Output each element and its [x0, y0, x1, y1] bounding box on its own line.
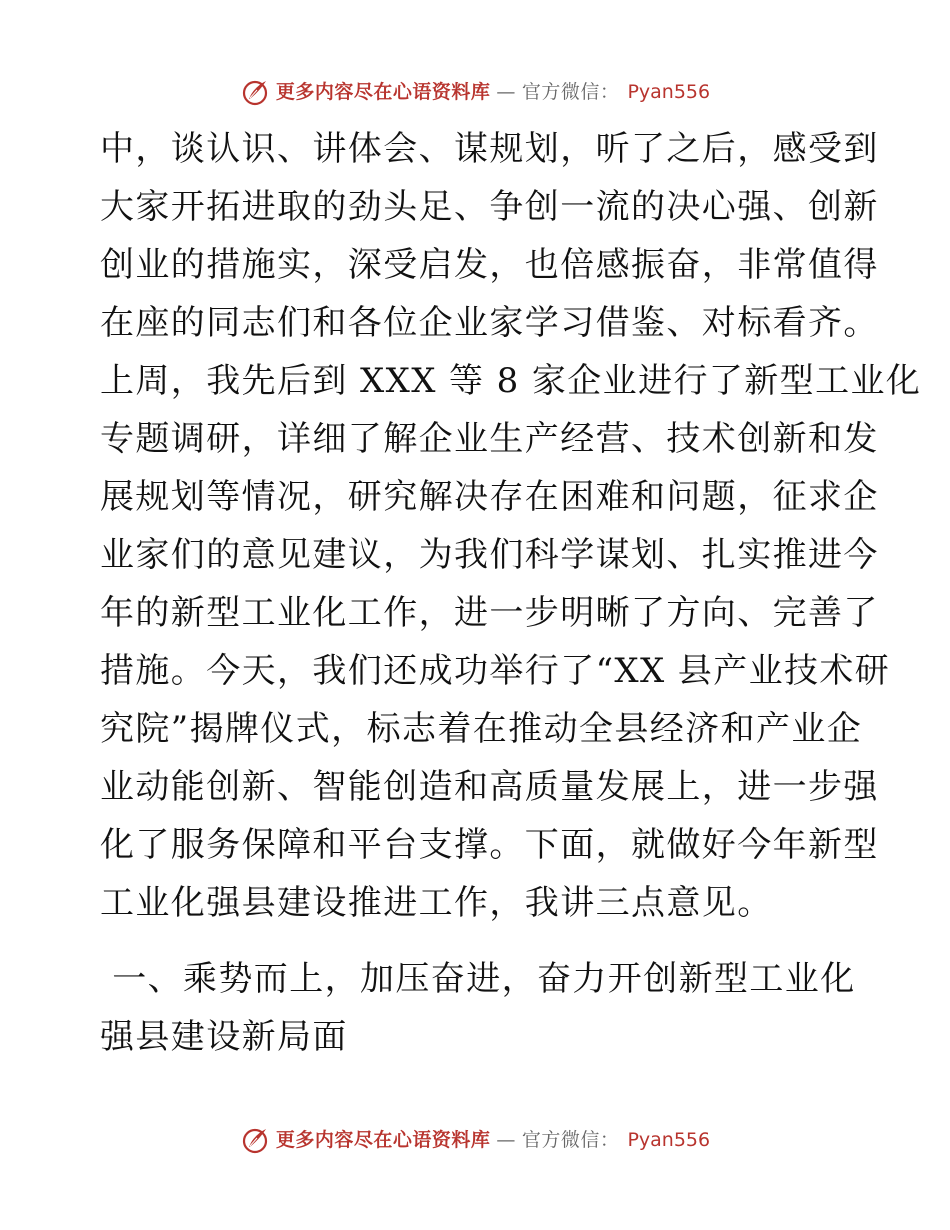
body-line: 化了服务保障和平台支撑。下面，就做好今年新型	[100, 825, 879, 865]
body-line: 究院”揭牌仪式，标志着在推动全县经济和产业企	[100, 709, 863, 749]
body-line: 年的新型工业化工作，进一步明晰了方向、完善了	[100, 593, 879, 633]
body-line: 上周，我先后到 XXX 等 8 家企业进行了新型工业化	[100, 361, 922, 401]
watermark-label: 官方微信：	[521, 80, 620, 103]
watermark-brand: 更多内容尽在心语资料库	[275, 80, 491, 103]
body-line: 大家开拓进取的劲头足、争创一流的决心强、创新	[100, 187, 879, 227]
body-line: 业家们的意见建议，为我们科学谋划、扎实推进今	[100, 535, 879, 575]
body-line: 专题调研，详细了解企业生产经营、技术创新和发	[100, 419, 879, 459]
feather-quill-circle-icon	[240, 77, 270, 107]
watermark-separator: —	[496, 80, 516, 103]
body-line: 工业化强县建设推进工作，我讲三点意见。	[100, 883, 773, 923]
watermark-label: 官方微信：	[521, 1128, 620, 1151]
watermark-separator: —	[496, 1128, 516, 1151]
body-line: 创业的措施实，深受启发，也倍感振奋，非常值得	[100, 245, 879, 285]
watermark-brand: 更多内容尽在心语资料库	[275, 1128, 491, 1151]
section-heading	[100, 950, 855, 1066]
body-line: 展规划等情况，研究解决存在困难和问题，征求企	[100, 477, 879, 517]
body-line: 措施。今天，我们还成功举行了“XX 县产业技术研	[100, 651, 891, 691]
body-line: 业动能创新、智能创造和高质量发展上，进一步强	[100, 767, 879, 807]
header-watermark	[0, 72, 950, 112]
body-paragraph	[100, 120, 922, 932]
body-line: 中，谈认识、讲体会、谋规划，听了之后，感受到	[100, 129, 879, 169]
watermark-id: Pyan556	[627, 80, 711, 103]
heading-line: 强县建设新局面	[100, 1017, 348, 1057]
heading-line: 一、乘势而上，加压奋进，奋力开创新型工业化	[100, 959, 856, 999]
watermark-id: Pyan556	[627, 1128, 711, 1151]
body-line: 在座的同志们和各位企业家学习借鉴、对标看齐。	[100, 303, 879, 343]
footer-watermark	[0, 1120, 950, 1160]
feather-quill-circle-icon	[240, 1125, 270, 1155]
